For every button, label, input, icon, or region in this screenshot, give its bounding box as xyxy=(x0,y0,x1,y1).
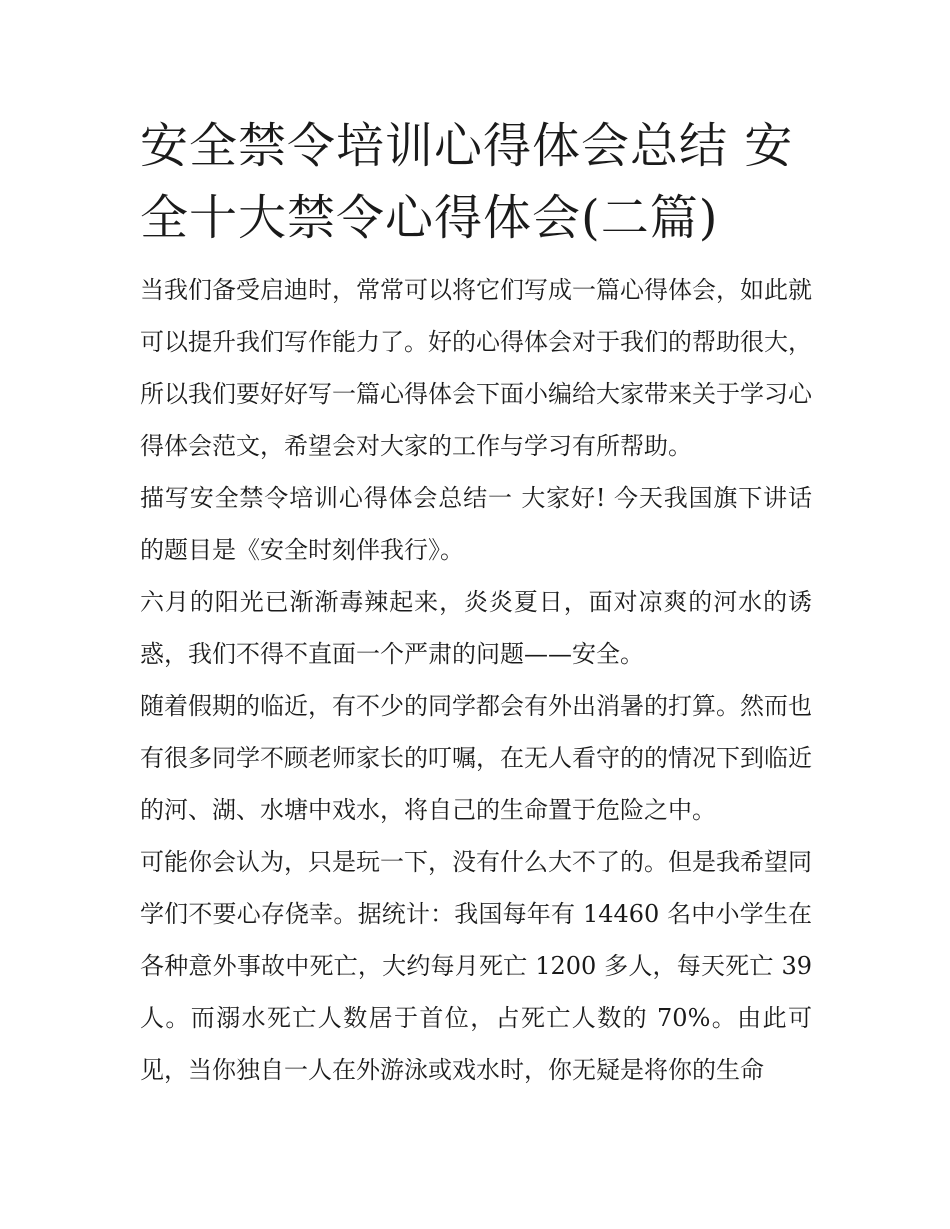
paragraph-statistics: 可能你会认为，只是玩一下，没有什么大不了的。但是我希望同学们不要心存侥幸。据统计：我国每年有 14460 名中小学生在各种意外事故中死亡，大约每月死亡 1200 多人，每天死亡 39 人。而溺水死亡人数居于首位，占死亡人数的 70%。由此可见，当你独自一人在外游泳或戏水时，你无疑是将你的生命 xyxy=(140,848,812,1084)
paragraph-holiday: 随着假期的临近，有不少的同学都会有外出消暑的打算。然而也有很多同学不顾老师家长的叮嘱，在无人看守的的情况下到临近的河、湖、水塘中戏水，将自己的生命置于危险之中。 xyxy=(140,692,812,824)
document-title: 安全禁令培训心得体会总结 安全十大禁令心得体会(二篇) xyxy=(140,118,794,246)
paragraph-speech-opening: 描写安全禁令培训心得体会总结一 大家好! 今天我国旗下讲话的题目是《安全时刻伴我行》。 xyxy=(140,484,812,564)
document-page xyxy=(140,110,812,1096)
paragraph-intro: 当我们备受启迪时，常常可以将它们写成一篇心得体会，如此就可以提升我们写作能力了。好的心得体会对于我们的帮助很大，所以我们要好好写一篇心得体会下面小编给大家带来关于学习心得体会范文，希望会对大家的工作与学习有所帮助。 xyxy=(140,276,812,460)
paragraph-summer: 六月的阳光已渐渐毒辣起来，炎炎夏日，面对凉爽的河水的诱惑，我们不得不直面一个严肃的问题——安全。 xyxy=(140,588,812,668)
